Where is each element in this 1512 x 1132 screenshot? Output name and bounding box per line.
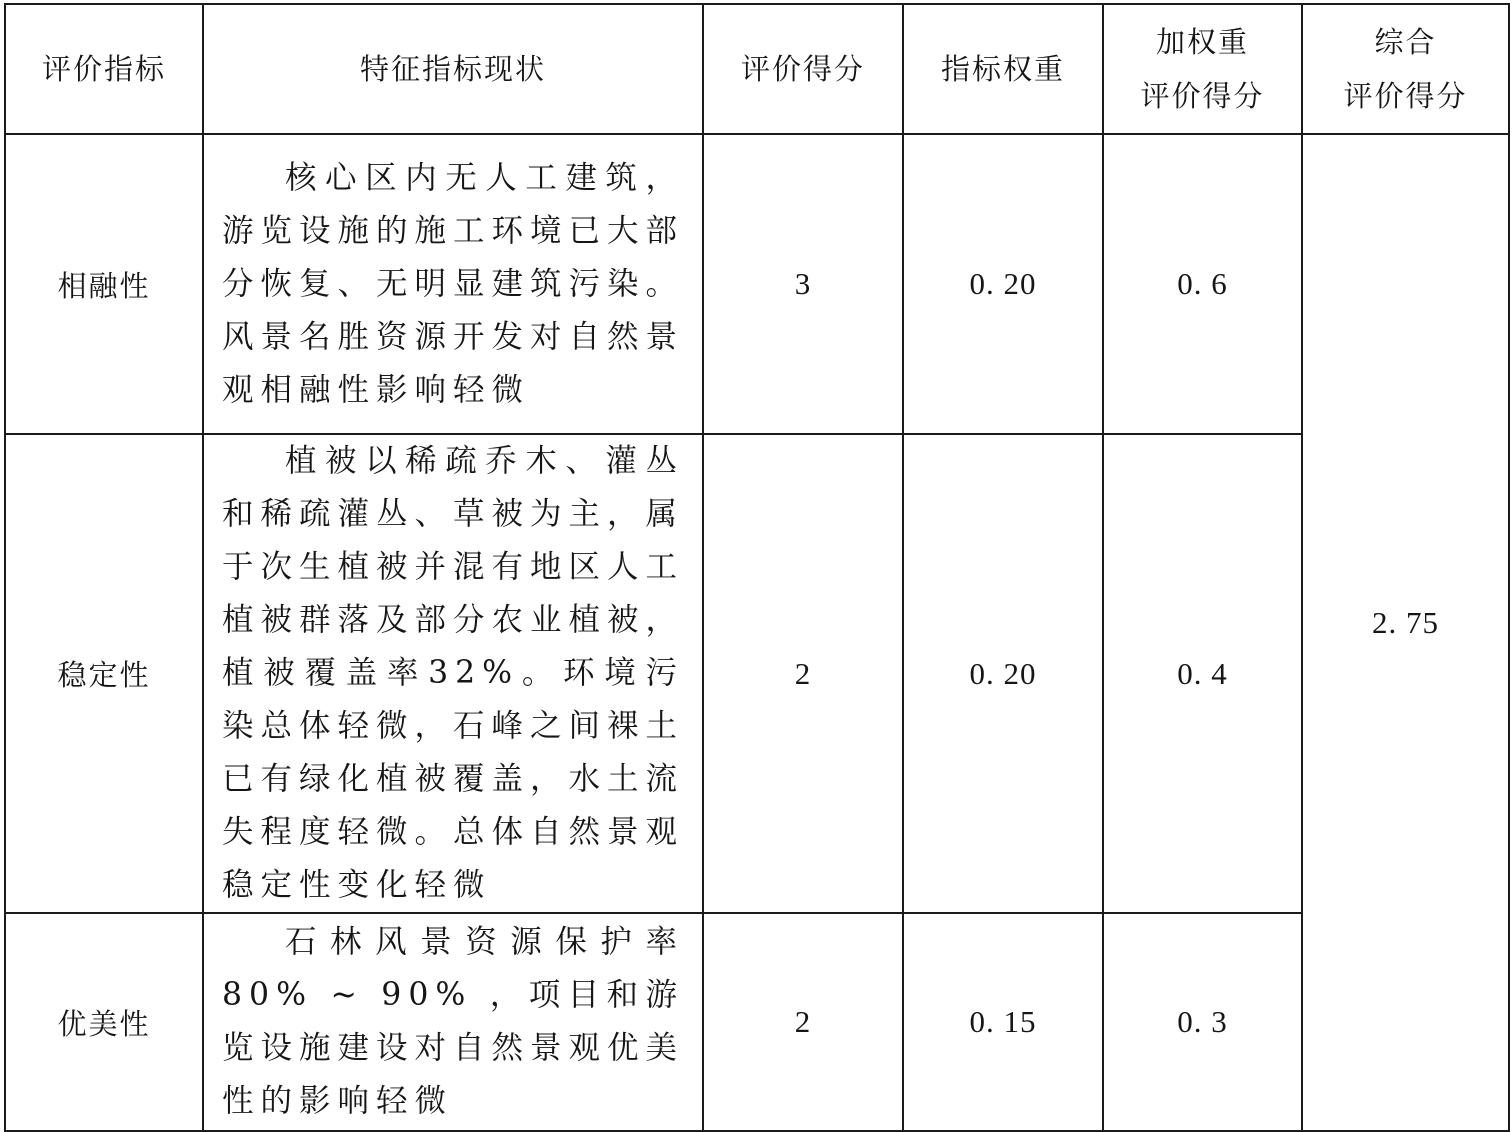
status-cell — [203, 434, 703, 913]
weight-cell: 0. 20 — [903, 134, 1103, 434]
header-row — [5, 4, 1509, 134]
header-score: 评价得分 — [703, 4, 903, 134]
header-weighted-line2: 评价得分 — [1140, 79, 1265, 113]
score-cell: 3 — [703, 134, 903, 434]
evaluation-table — [4, 3, 1510, 1132]
score-cell: 2 — [703, 434, 903, 913]
table-row — [5, 434, 1509, 913]
indicator-cell: 相融性 — [5, 134, 203, 434]
header-overall-score — [1302, 4, 1509, 134]
status-text: 植被以稀疏乔木、灌丛和稀疏灌丛、草被为主，属于次生植被并混有地区人工植被群落及部分农业植被，植被覆盖率32%。环境污染总体轻微，石峰之间裸土已有绿化植被覆盖，水土流失程度轻微。总体自然景观稳定性变化轻微 — [222, 443, 685, 903]
weighted-score-cell: 0. 3 — [1103, 913, 1302, 1131]
overall-score-value: 2. 75 — [1372, 604, 1439, 640]
indicator-cell: 优美性 — [5, 913, 203, 1131]
indicator-cell: 稳定性 — [5, 434, 203, 913]
table-row — [5, 913, 1509, 1131]
header-indicator: 评价指标 — [5, 4, 203, 134]
overall-score-cell — [1302, 134, 1509, 1131]
header-weighted-score — [1103, 4, 1302, 134]
header-overall-line1: 综合 — [1374, 25, 1437, 59]
weighted-score-cell: 0. 6 — [1103, 134, 1302, 434]
weight-cell: 0. 15 — [903, 913, 1103, 1131]
status-text: 石林风景资源保护率80% ~ 90% ，项目和游览设施建设对自然景观优美性的影响轻微 — [222, 924, 685, 1119]
weighted-score-cell: 0. 4 — [1103, 434, 1302, 913]
weight-cell: 0. 20 — [903, 434, 1103, 913]
header-weight: 指标权重 — [903, 4, 1103, 134]
status-text: 核心区内无人工建筑，游览设施的施工环境已大部分恢复、无明显建筑污染。风景名胜资源开发对自然景观相融性影响轻微 — [222, 159, 685, 408]
status-cell — [203, 134, 703, 434]
status-cell — [203, 913, 703, 1131]
header-weighted-line1: 加权重 — [1155, 25, 1249, 59]
score-cell: 2 — [703, 913, 903, 1131]
header-status: 特征指标现状 — [203, 4, 703, 134]
header-overall-line2: 评价得分 — [1343, 79, 1468, 113]
table-row — [5, 134, 1509, 434]
